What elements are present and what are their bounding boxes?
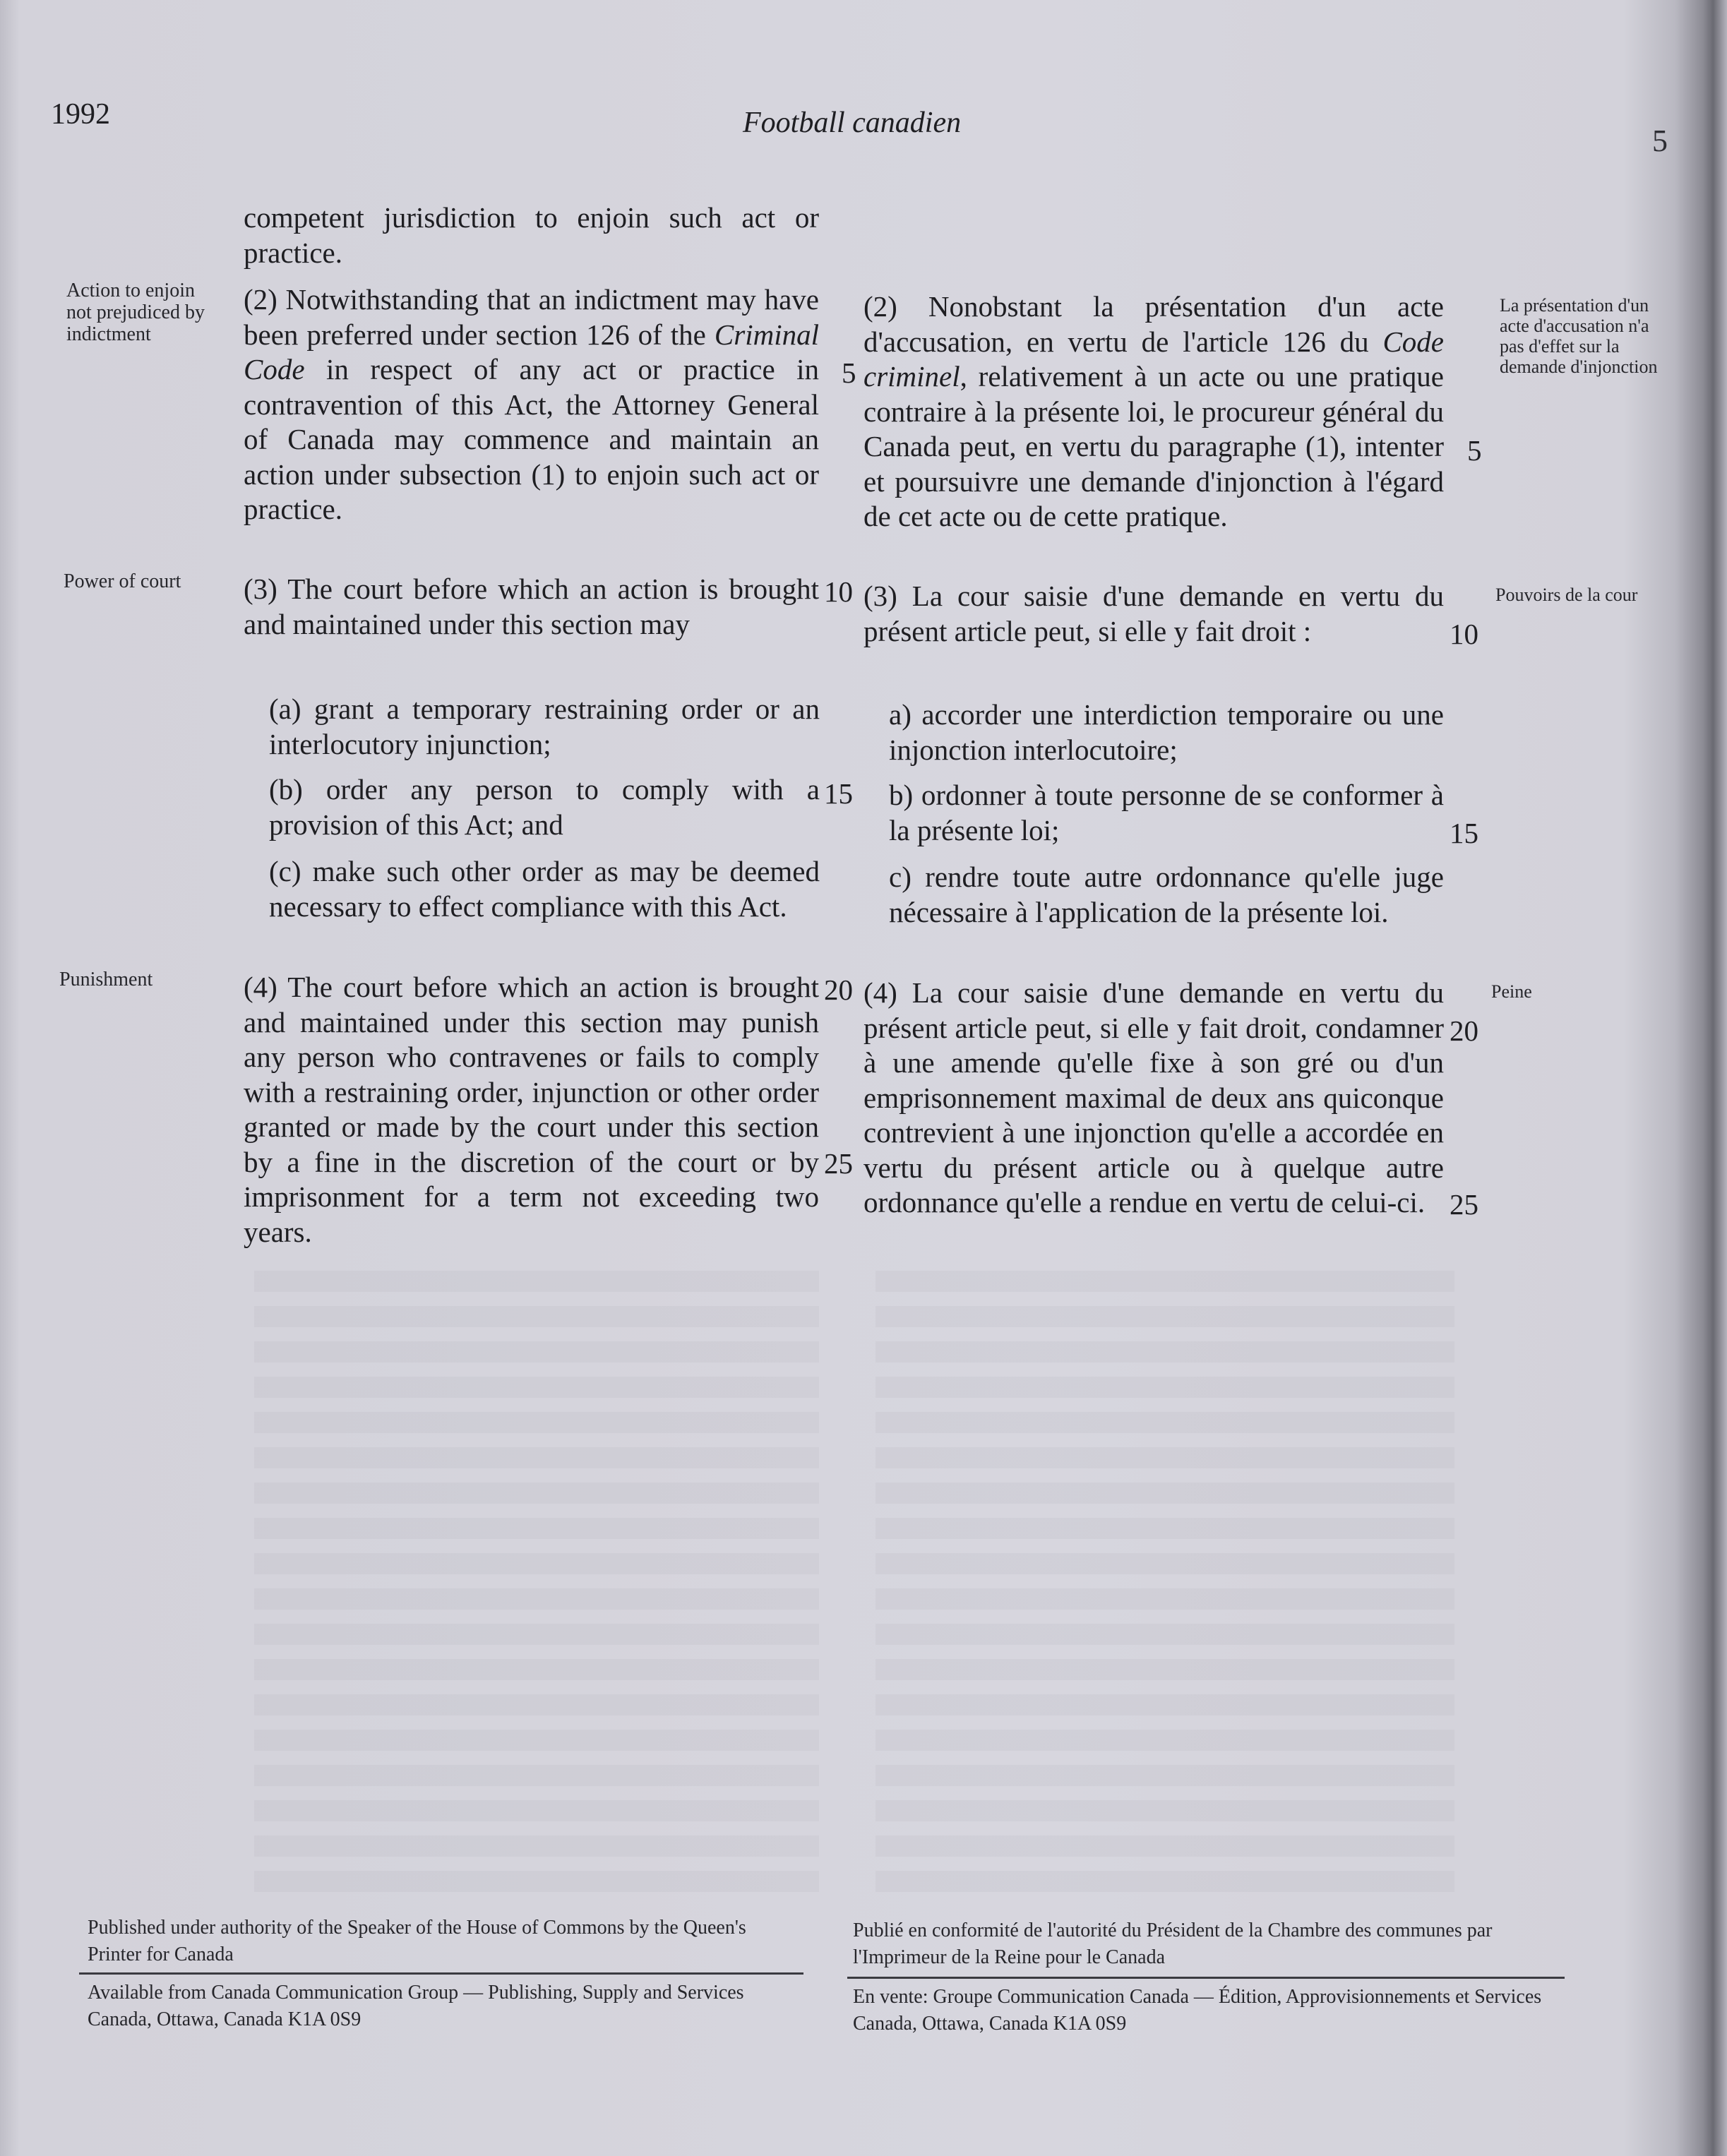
header-title: Football canadien [743, 107, 962, 139]
en-subsection-2: (2) Notwithstanding that an indictment may have been preferred under section 126 of the Criminal Code in respect of any act or practice in contravention of this Act, the Attorney General of Canada may commence and maintain an action under subsection (1) to enjoin such act or practice. [244, 283, 819, 525]
en-subsection-3: (3) The court before which an action is brought and maintained under this section may [244, 573, 819, 640]
page-number: 5 [1652, 124, 1668, 158]
footer-en-published [88, 1915, 801, 1968]
fr-paragraph-c: c) rendre toute autre ordonnance qu'elle juge nécessaire à l'application de la présente loi. [889, 861, 1444, 928]
footer-fr-published [853, 1917, 1573, 1971]
en-paragraph-a: (a) grant a temporary restraining order or an interlocutory injunction; [269, 693, 820, 760]
en-line-number-20: 20 [824, 974, 853, 1006]
fr-subsection-2: (2) Nonobstant la présentation d'un acte d'accusation, en vertu de l'article 126 du Code criminel, relativement à un acte ou une pratique contraire à la présente loi, le procureur général du Canada peut, en vertu du paragraphe (1), intenter et poursuivre une demande d'injonction à l'égard de cet acte ou de cette pratique. [864, 290, 1444, 532]
en-paragraph-b: (b) order any person to comply with a provision of this Act; and [269, 773, 820, 841]
fr-line-number-25: 25 [1450, 1188, 1478, 1221]
footer-en-available-text: Available from Canada Communication Group — Publishing, Supply and Services Canada, Ottawa, Canada K1A 0S9 [88, 1982, 744, 2030]
fr-margin-note-s4: Peine [1491, 981, 1532, 1002]
fr-paragraph-a: a) accorder une interdiction temporaire ou une injonction interlocutoire; [889, 698, 1444, 766]
footer-en-divider [79, 1972, 803, 1975]
en-line-number-10: 10 [824, 575, 853, 608]
statute-name: Criminal Code [244, 318, 819, 385]
footer-fr-available-text: En vente: Groupe Communication Canada — Édition, Approvisionnements et Services Canada, Ottawa, Canada K1A 0S9 [853, 1986, 1542, 2035]
en-margin-note-s3: Power of court [64, 570, 181, 592]
bleed-through-texture [254, 1271, 819, 1906]
fr-subsection-3: (3) La cour saisie d'une demande en vertu du présent article peut, si elle y fait droit : [864, 580, 1444, 647]
statute-name: Code criminel [864, 325, 1444, 393]
footer-fr-divider [847, 1977, 1565, 1979]
en-line-number-5: 5 [842, 357, 856, 389]
footer-fr-available [853, 1984, 1573, 2037]
fr-line-number-15: 15 [1450, 817, 1478, 849]
footer-en-available [88, 1980, 801, 2033]
fr-margin-note-s2: La présentation d'un acte d'accusation n'a pas d'effet sur la demande d'injonction [1500, 295, 1658, 377]
footer-en-published-text: Published under authority of the Speaker of the House of Commons by the Queen's Printer for Canada [88, 1917, 746, 1965]
en-line-number-25: 25 [824, 1147, 853, 1180]
fr-line-number-10: 10 [1450, 618, 1478, 650]
en-margin-note-s4: Punishment [59, 969, 153, 990]
bleed-through-texture-fr [876, 1271, 1454, 1906]
fr-margin-note-s3: Pouvoirs de la cour [1495, 585, 1638, 605]
en-paragraph-c: (c) make such other order as may be deemed necessary to effect compliance with this Act. [269, 855, 820, 923]
en-subsection-4: (4) The court before which an action is brought and maintained under this section may punish any person who contravenes or fails to comply with a restraining order, injunction or other order granted or made by the court under this section by a fine in the discretion of the court or by imprisonment for a term not exceeding two years. [244, 971, 819, 1248]
en-margin-note-s2: Action to enjoin not prejudiced by indictment [66, 280, 205, 345]
fr-line-number-5: 5 [1467, 434, 1482, 467]
fr-paragraph-b: b) ordonner à toute personne de se conformer à la présente loi; [889, 779, 1444, 846]
header-year: 1992 [51, 98, 110, 131]
fr-line-number-20: 20 [1450, 1014, 1478, 1047]
footer-fr-published-text: Publié en conformité de l'autorité du Président de la Chambre des communes par l'Imprimeur de la Reine pour le Canada [853, 1920, 1493, 1968]
en-continuation: competent jurisdiction to enjoin such act or practice. [244, 201, 819, 269]
fr-subsection-4: (4) La cour saisie d'une demande en vertu du présent article peut, si elle y fait droit, condamner à une amende qu'elle fixe à son gré ou d'un emprisonnement maximal de deux ans quiconque contrevient à une injonction qu'elle a accordée en vertu du présent article ou à quelque autre ordonnance qu'elle a rendue en vertu de celui-ci. [864, 976, 1444, 1218]
en-line-number-15: 15 [824, 777, 853, 810]
